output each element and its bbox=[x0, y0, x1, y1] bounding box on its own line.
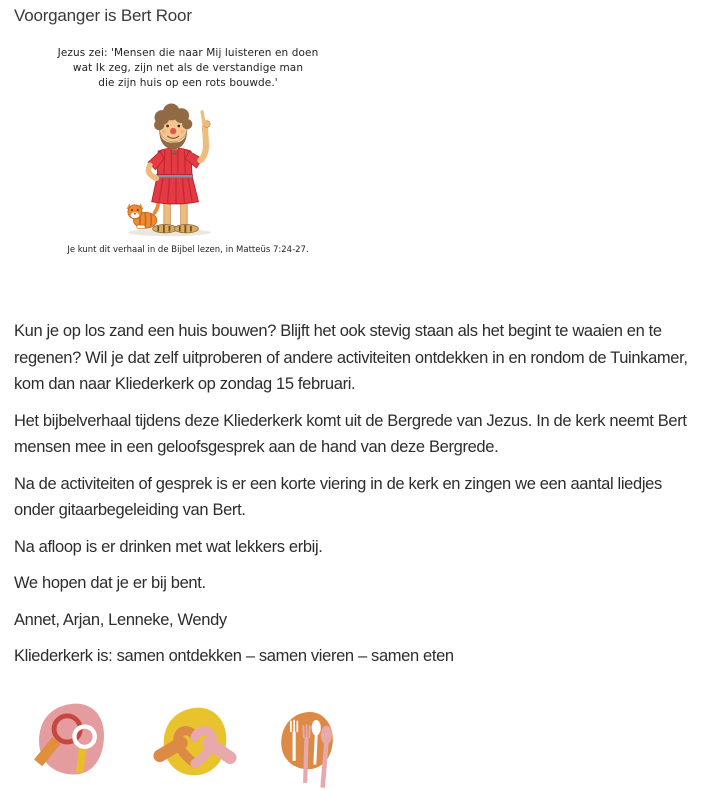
paragraph-namen: Annet, Arjan, Lenneke, Wendy bbox=[14, 610, 227, 629]
paragraph-bijbelverhaal: Het bijbelverhaal tijdens deze Kliederkerk komt uit de Bergrede van Jezus. In de kerk neemt Bert mensen mee in een geloofsgesprek aan de hand van deze Bergrede. bbox=[14, 411, 687, 456]
magnifying-glasses-icon bbox=[28, 697, 116, 789]
page-title: Voorganger is Bert Roor bbox=[14, 6, 192, 25]
jesus-quote bbox=[30, 46, 346, 91]
paragraph-slogan: Kliederkerk is: samen ontdekken – samen vieren – samen eten bbox=[14, 647, 454, 665]
illustration-caption: Je kunt dit verhaal in de Bijbel lezen, in Matteüs 7:24-27. bbox=[67, 245, 309, 255]
quote-line: wat Ik zeg, zijn net als de verstandige man bbox=[72, 62, 304, 74]
quote-line: die zijn huis op een rots bouwde.' bbox=[98, 77, 278, 89]
cutlery-icon bbox=[270, 702, 344, 790]
paragraph-hopen: We hopen dat je er bij bent. bbox=[14, 574, 206, 592]
paragraph-afloop: Na afloop is er drinken met wat lekkers erbij. bbox=[14, 537, 323, 556]
paragraph-intro: Kun je op los zand een huis bouwen? Blijft het ook stevig staan als het begint te waaien en te regenen? Wil je dat zelf uitproberen of andere activiteiten ontdekken in en rondom de Tuinkamer, kom dan naar Kliederkerk op zondag 15 februari. bbox=[14, 322, 688, 393]
quote-line: Jezus zei: 'Mensen die naar Mij luisteren en doen bbox=[57, 47, 319, 59]
man-figure bbox=[148, 104, 210, 233]
bible-illustration bbox=[30, 46, 346, 255]
kliederkerk-icon-row bbox=[0, 694, 701, 790]
paragraph-viering: Na de activiteiten of gesprek is er een korte viering in de kerk en zingen we een aantal liedjes onder gitaarbegeleiding van Bert. bbox=[14, 474, 662, 519]
heart-hands-icon bbox=[151, 700, 239, 788]
cartoon-man-with-cat-image bbox=[96, 97, 256, 239]
article-body bbox=[14, 318, 692, 680]
